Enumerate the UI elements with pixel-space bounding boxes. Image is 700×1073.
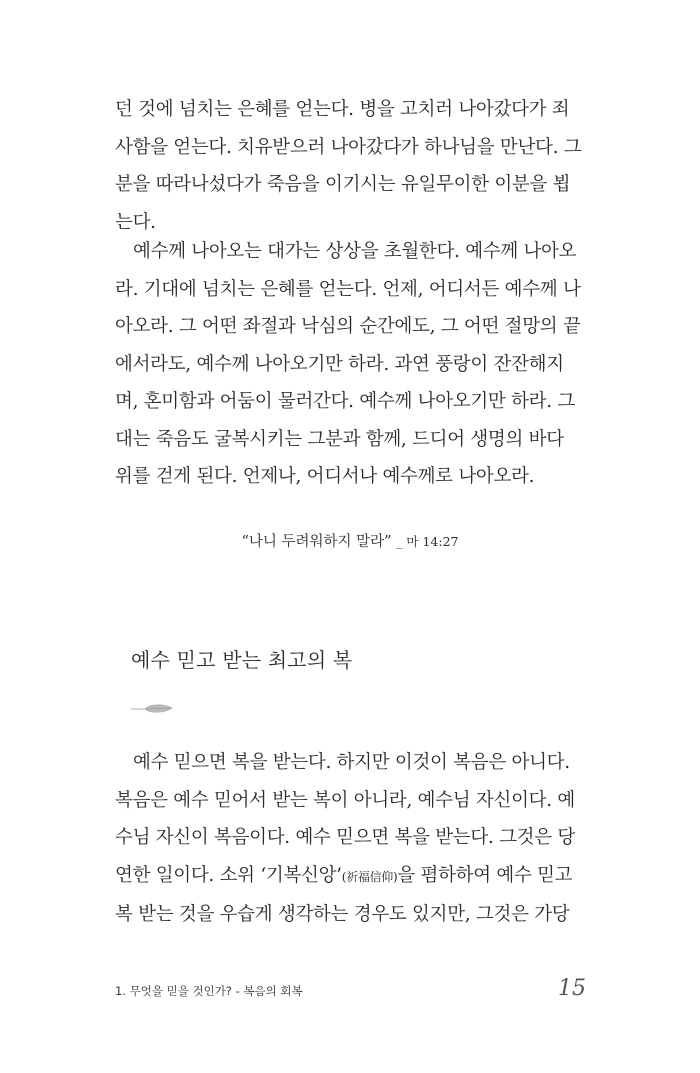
text-line: 수님 자신이 복음이다. 예수 믿으면 복을 받는다. 그것은 당	[115, 827, 575, 848]
text-line: 는다.	[115, 211, 156, 233]
page-number: 15	[558, 976, 586, 1001]
quote-text: “나니 두려워하지 말라”	[241, 534, 392, 550]
paragraph-3	[115, 744, 595, 934]
text-line: 예수께 나아오는 대가는 상상을 초월한다. 예수께 나아오	[133, 241, 577, 262]
text-line: 예수 믿으면 복을 받는다. 하지만 이것이 복음은 아니다.	[133, 752, 570, 773]
paragraph-2	[115, 233, 595, 496]
paragraph-1	[115, 91, 595, 241]
text-line: 아오라. 그 어떤 좌절과 낙심의 순간에도, 그 어떤 절망의 끝	[115, 316, 581, 337]
text-fragment: 연한 일이다. 소위 ‘기복신앙’	[115, 864, 342, 886]
text-line: 대는 죽음도 굴복시키는 그분과 함께, 드디어 생명의 바다	[115, 428, 564, 450]
text-line: 며, 혼미함과 어둠이 물러간다. 예수께 나아오기만 하라. 그	[115, 391, 575, 412]
leaf-ornament-icon	[130, 702, 174, 716]
text-line: 던 것에 넘치는 은혜를 얻는다. 병을 고치러 나아갔다가 죄	[115, 99, 570, 120]
text-fragment: 을 폄하하여 예수 믿고	[397, 864, 573, 886]
text-line: 분을 따라나섰다가 죽음을 이기시는 유일무이한 이분을 뵙	[115, 174, 571, 195]
quote-reference: _ 마 14:27	[396, 534, 459, 549]
running-footer: 1. 무엇을 믿을 것인가? - 복음의 회복	[115, 984, 303, 998]
text-line: 사함을 얻는다. 치유받으러 나아갔다가 하나님을 만난다. 그	[115, 136, 582, 158]
text-line: 라. 기대에 넘치는 은혜를 얻는다. 언제, 어디서든 예수께 나	[115, 278, 581, 300]
text-line: 복 받는 것을 우습게 생각하는 경우도 있지만, 그것은 가당	[115, 904, 570, 925]
scripture-quote	[0, 530, 700, 551]
text-line	[115, 857, 595, 897]
text-line: 위를 걷게 된다. 언제나, 어디서나 예수께로 나아오라.	[115, 466, 535, 487]
text-line: 복음은 예수 믿어서 받는 복이 아니라, 예수님 자신이다. 예	[115, 789, 575, 811]
text-line: 에서라도, 예수께 나아오기만 하라. 과연 풍랑이 잔잔해지	[115, 353, 564, 375]
hanja-annotation: (祈福信仰)	[341, 869, 398, 884]
section-heading: 예수 믿고 받는 최고의 복	[131, 648, 353, 672]
